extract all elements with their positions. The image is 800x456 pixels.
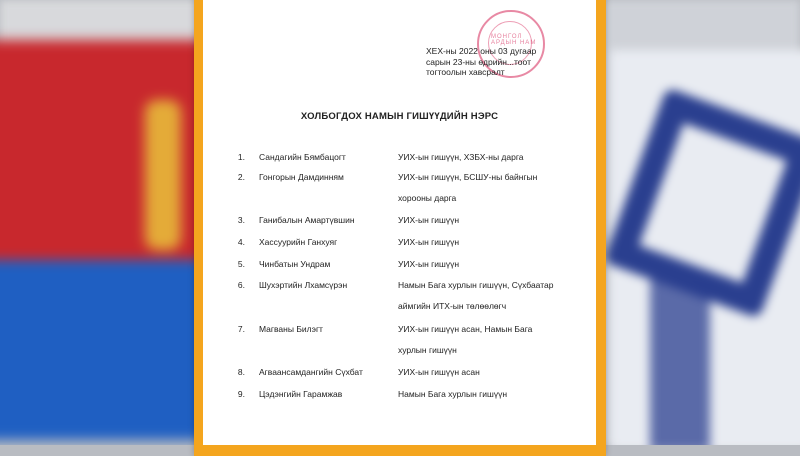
- member-name: Цэдэнгийн Гарамжав: [259, 389, 343, 399]
- header-note-line: сарын 23-ны өдрийн...тоот: [426, 56, 531, 67]
- stamp-lettering: МОНГОЛ АРДЫН НАМ: [491, 34, 537, 46]
- position-line: УИХ-ын гишүүн: [398, 259, 460, 269]
- banner-lettering: [650, 280, 710, 445]
- member-position: [398, 254, 573, 275]
- member-position: [398, 167, 573, 209]
- member-position: [398, 384, 573, 405]
- member-name: Чинбатын Ундрам: [259, 259, 331, 269]
- position-line: УИХ-ын гишүүн асан, Намын Бага: [398, 324, 533, 334]
- member-name: Магваны Билэгт: [259, 324, 323, 334]
- member-position: [398, 232, 573, 253]
- member-name: Сандагийн Бямбацогт: [259, 152, 346, 162]
- item-number: 2.: [237, 172, 245, 182]
- item-number: 5.: [237, 259, 245, 269]
- document-title: ХОЛБОГДОХ НАМЫН ГИШҮҮДИЙН НЭРС: [300, 111, 499, 122]
- member-position: [398, 319, 573, 361]
- member-position: [398, 275, 573, 317]
- member-position: [398, 362, 573, 383]
- position-line: УИХ-ын гишүүн: [398, 237, 460, 247]
- position-line: Намын Бага хурлын гишүүн, Сүхбаатар: [398, 280, 554, 290]
- member-position: [398, 147, 573, 168]
- item-number: 4.: [237, 237, 245, 247]
- member-position: [398, 210, 573, 231]
- position-line: хорооны дарга: [398, 193, 457, 203]
- position-line: УИХ-ын гишүүн: [398, 215, 460, 225]
- item-number: 7.: [237, 324, 245, 334]
- member-name: Шухэртийн Лхамсүрэн: [259, 280, 348, 290]
- position-line: аймгийн ИТХ-ын төлөөлөгч: [398, 301, 507, 311]
- member-name: Гонгорын Дамдинням: [259, 172, 344, 182]
- position-line: УИХ-ын гишүүн, БСШУ-ны байнгын: [398, 172, 538, 182]
- item-number: 1.: [237, 152, 245, 162]
- item-number: 3.: [237, 215, 245, 225]
- position-line: УИХ-ын гишүүн асан: [398, 367, 480, 377]
- header-note-line: тогтоолын хавсралт: [426, 67, 505, 77]
- member-name: Ганибалын Амартүвшин: [259, 215, 355, 225]
- item-number: 6.: [237, 280, 245, 290]
- position-line: Намын Бага хурлын гишүүн: [398, 389, 508, 399]
- header-note-line: ХЕХ-ны 2022 оны 03 дугаар: [426, 46, 537, 56]
- member-name: Агваансамдангийн Сүхбат: [259, 367, 363, 377]
- resolution-annex-note: [426, 46, 576, 78]
- item-number: 8.: [237, 367, 245, 377]
- soyombo-symbol: [145, 100, 181, 250]
- party-banner-blurred: [610, 50, 800, 445]
- position-line: хурлын гишүүн: [398, 345, 457, 355]
- member-name: Хассуурийн Ганхуяг: [259, 237, 338, 247]
- document-page: [203, 0, 596, 445]
- item-number: 9.: [237, 389, 245, 399]
- position-line: УИХ-ын гишүүн, ХЗБХ-ны дарга: [398, 152, 524, 162]
